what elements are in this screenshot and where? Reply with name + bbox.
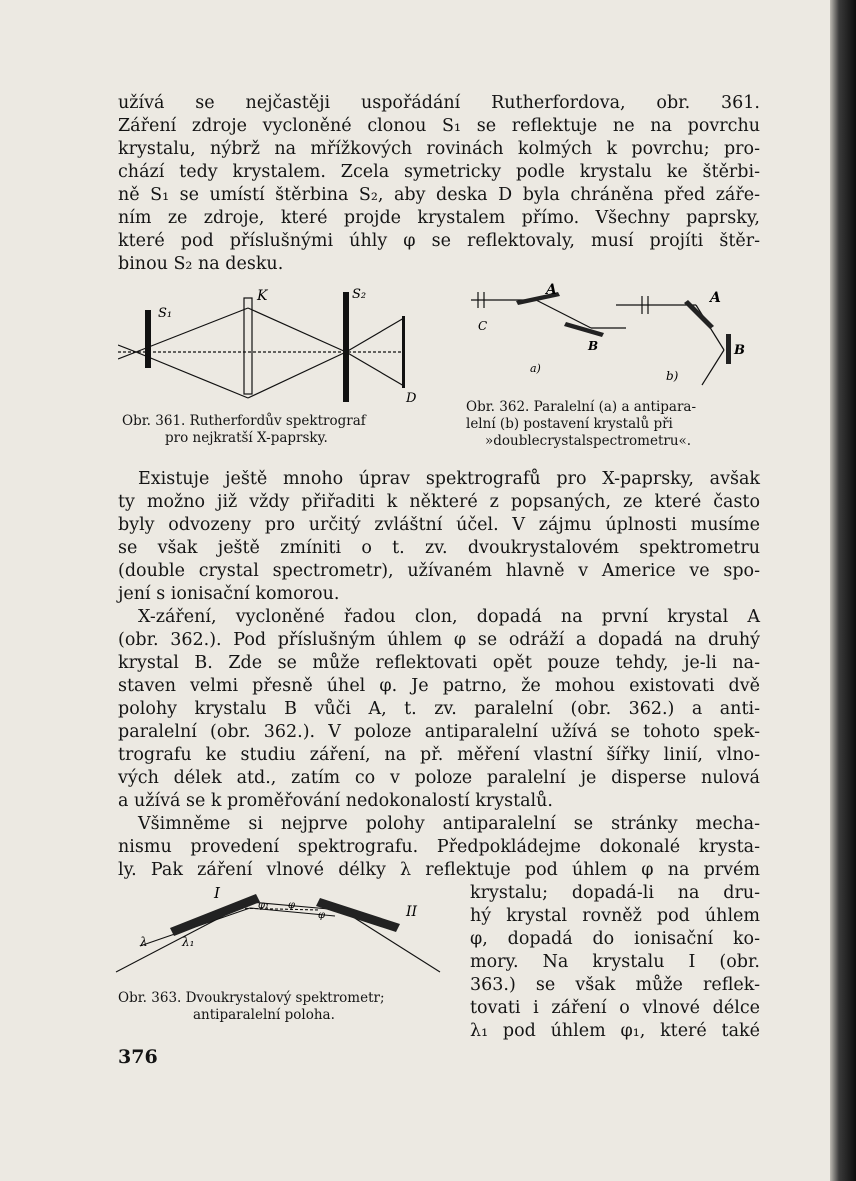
label-a: A — [546, 282, 557, 298]
text-line: chází tedy krystalem. Zcela symetricky podle krystalu ke štěrbi- — [118, 162, 760, 182]
text-line: (obr. 362.). Pod příslušným úhlem φ se odráží a dopadá na druhý — [118, 630, 760, 650]
text-line: binou S₂ na desku. — [118, 254, 284, 274]
caption-fig-361-line: Obr. 361. Rutherfordův spektrograf — [122, 413, 366, 429]
label-a-right: A — [710, 290, 721, 306]
label-b-sub: b) — [666, 369, 679, 383]
label-c: C — [478, 319, 488, 333]
label-crystal-ii: II — [406, 904, 418, 920]
ray-line — [136, 308, 248, 352]
label-phi1: φ₁ — [258, 900, 270, 911]
text-line: paralelní (obr. 362.). V poloze antiparalelní užívá se tohoto spek- — [118, 722, 760, 742]
text-line: krystal B. Zde se může reflektovati opět pouze tehdy, je-li na- — [118, 653, 760, 673]
label-d: D — [406, 391, 417, 405]
figure-362-double-crystal-positions — [466, 280, 756, 390]
text-line: byly odvozeny pro určitý zvláštní účel. V zájmu úplnosti musíme — [118, 515, 760, 535]
ray-line — [118, 352, 136, 359]
label-lambda1: λ₁ — [182, 935, 195, 949]
label-lambda: λ — [140, 935, 148, 949]
text-line: tovati i záření o vlnové délce — [470, 998, 760, 1018]
slit-s2 — [343, 292, 349, 402]
label-s1: S₁ — [158, 306, 173, 321]
text-line: nismu provedení spektrografu. Předpokládejme dokonalé krysta- — [118, 837, 760, 857]
ray-line — [118, 345, 136, 352]
plate-d — [402, 316, 405, 388]
caption-fig-362-line: Obr. 362. Paralelní (a) a antipara- — [466, 399, 697, 415]
caption-fig-361-line: pro nejkratší X-paprsky. — [165, 430, 328, 446]
text-line: λ₁ pod úhlem φ₁, které také — [470, 1021, 760, 1041]
page-number: 376 — [118, 1046, 158, 1068]
ray-line — [136, 352, 248, 398]
caption-fig-362-line: »doublecrystalspectrometru«. — [485, 433, 692, 449]
text-line: ty možno již vždy přiřaditi k některé z popsaných, ze které často — [118, 492, 760, 512]
text-line: polohy krystalu B vůči A, t. zv. paralelní (obr. 362.) a anti- — [118, 699, 760, 719]
text-line: Všimněme si nejprve polohy antiparalelní se stránky mecha- — [138, 814, 760, 834]
text-line: X-záření, vycloněné řadou clon, dopadá na první krystal A — [138, 607, 760, 627]
text-line: krystalu; dopadá-li na dru- — [470, 883, 760, 903]
text-line: a užívá se k proměřování nedokonalostí krystalů. — [118, 791, 553, 811]
ray-line — [342, 910, 440, 972]
ray-line — [248, 352, 346, 398]
crystal-k — [244, 298, 252, 394]
text-line: užívá se nejčastěji uspořádání Rutherfordova, obr. 361. — [118, 93, 760, 113]
text-line: Záření zdroje vycloněné clonou S₁ se reflektuje ne na povrchu — [118, 116, 760, 136]
slit-s1 — [145, 310, 151, 368]
label-phi: φ — [288, 900, 296, 911]
ray-line — [536, 300, 591, 328]
text-line: vých délek atd., zatím co v poloze paralelní je disperse nulová — [118, 768, 760, 788]
text-line: ně S₁ se umístí štěrbina S₂, aby deska D byla chráněna před záře- — [118, 185, 760, 205]
figure-363-double-crystal-antiparallel — [110, 880, 460, 980]
ray-line — [702, 350, 724, 385]
text-line: φ, dopadá do ionisační ko- — [470, 929, 760, 949]
crystal-b-antiparallel — [726, 334, 731, 364]
caption-fig-363-line: antiparalelní poloha. — [193, 1007, 335, 1023]
label-phi-right: φ — [318, 910, 326, 921]
text-line: (double crystal spectrometr), užívaném hlavně v Americe ve spo- — [118, 561, 760, 581]
text-line: se však ještě zmíniti o t. zv. dvoukrystalovém spektrometru — [118, 538, 760, 558]
label-b: B — [588, 339, 599, 353]
label-crystal-i: I — [214, 884, 220, 902]
text-line: ním ze zdroje, které projde krystalem přímo. Všechny paprsky, — [118, 208, 760, 228]
label-b-right: B — [734, 343, 745, 358]
figure-361-rutherford-spectrograph — [118, 280, 428, 405]
text-line: staven velmi přesně úhel φ. Je patrno, že mohou existovati dvě — [118, 676, 760, 696]
text-line: krystalu, nýbrž na mřížkových rovinách kolmých k povrchu; pro- — [118, 139, 760, 159]
ray-line — [248, 308, 346, 352]
page-edge-shadow — [830, 0, 856, 1181]
caption-fig-363-line: Obr. 363. Dvoukrystalový spektrometr; — [118, 990, 385, 1006]
label-k: K — [257, 288, 268, 304]
ray-line — [346, 352, 404, 386]
text-line: jení s ionisační komorou. — [118, 584, 340, 604]
label-a-sub: a) — [530, 362, 541, 375]
text-line: které pod příslušnými úhly φ se reflektovaly, musí projíti štěr- — [118, 231, 760, 251]
text-line: hý krystal rovněž pod úhlem — [470, 906, 760, 926]
ray-line — [346, 318, 404, 352]
text-line: Existuje ještě mnoho úprav spektrografů pro X-paprsky, avšak — [138, 469, 760, 489]
text-line: 363.) se však může reflek- — [470, 975, 760, 995]
text-line: trografu ke studiu záření, na př. měření vlastní šířky linií, vlno- — [118, 745, 760, 765]
text-line: mory. Na krystalu I (obr. — [470, 952, 760, 972]
text-line: ly. Pak záření vlnové délky λ reflektuje pod úhlem φ na prvém — [118, 860, 760, 880]
caption-fig-362-line: lelní (b) postavení krystalů při — [466, 416, 673, 432]
label-s2: S₂ — [352, 287, 367, 302]
